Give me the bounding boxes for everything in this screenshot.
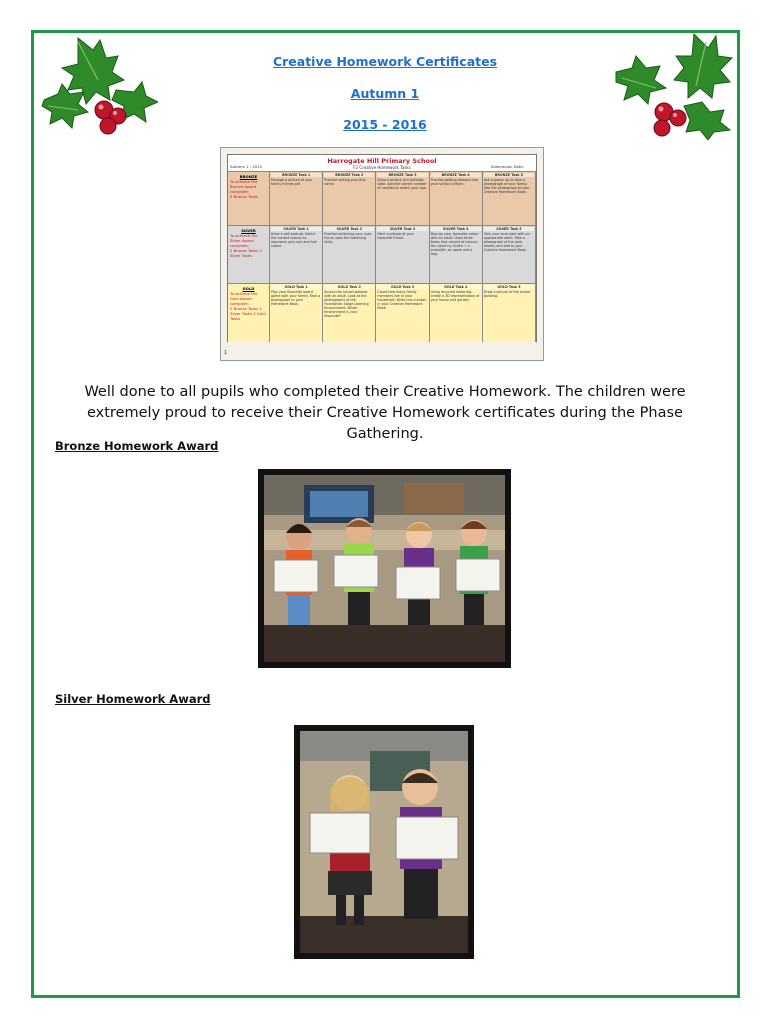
grid-cell: BRONZE Task 2 Practise writing your first name. [323, 172, 376, 226]
grid-cell: BRONZE Task 5 Ask a grown up to take a photograph of your family. Add the photograph to your Creative Homework Book. [483, 172, 536, 226]
grid-subtitle: F2 Creative Homework Tasks [353, 165, 411, 170]
grid-cell: BRONZE Task 3 Draw a picture of a birthday cake. Add the correct number of candles to match your age. [376, 172, 429, 226]
grid-term-label: Autumn 1 : 2015 [230, 164, 262, 169]
bronze-band [228, 171, 536, 226]
bronze-award-photo [258, 469, 511, 668]
silver-label: SILVER To achieve the Silver Award complete: 2 Bronze Tasks 2 Silver Tasks [228, 226, 270, 284]
gold-band [228, 283, 536, 342]
silver-award-heading: Silver Homework Award [55, 692, 211, 706]
grid-cell: GOLD Task 2 Access the school website with an adult. Look at the photographs of the Foundation Stage Learning Environment. Which environment is your favourite? [323, 284, 376, 342]
congratulations-paragraph: Well done to all pupils who completed their Creative Homework. The children were extremely proud to receive their Creative Homework certificates during the Phase Gathering. [84, 384, 686, 442]
silver-classroom-photo-icon [300, 731, 468, 953]
bronze-award-heading: Bronze Homework Award [55, 439, 219, 453]
gold-label: GOLD To achieve the Gold Award complete: 2 Bronze Tasks 2 Silver Tasks 2 Gold Tasks [228, 284, 270, 342]
grid-page-number: 1 [224, 350, 228, 356]
grid-cell: GOLD Task 4 Using recycled materials, create a 3D representation of your house and garden. [430, 284, 483, 342]
grid-cell: BRONZE Task 1 Manage a picture of your family friends pet [270, 172, 323, 226]
grid-cell: SILVER Task 5 Visit your local park with an appropriate adult. Take a photograph of the park nearby and add to your Creative Homework Book. [483, 226, 536, 284]
homework-task-grid [220, 147, 544, 361]
grid-cell: GOLD Task 5 Draw a picture of the school building. [483, 284, 536, 342]
term-heading: Autumn 1 [350, 86, 420, 101]
grid-cell: SILVER Task 2 Practise buttoning your coat. Focus upon the fastening skills. [323, 226, 376, 284]
bronze-classroom-photo-icon [264, 475, 505, 662]
grid-cell: SILVER Task 4 Discuss your favourite colour with an adult. Draw three items that consist of colours. You could try Green + a crocodile, an apple and a frog. [430, 226, 483, 284]
grid-cell: GOLD Task 1 Play your favourite board game with your family. Take a photograph to your Homework Book. [270, 284, 323, 342]
grid-submission-label: Submission Date: [490, 164, 524, 169]
page-title: Creative Homework Certificates [272, 54, 498, 69]
grid-cell: SILVER Task 3 Paint a picture of your favourite friend. [376, 226, 429, 284]
grid-school-name: Harrogate Hill Primary School [327, 157, 437, 165]
grid-cell: SILVER Task 1 Draw a self portrait. Select the correct colours to represent your eye and hair colour. [270, 226, 323, 284]
silver-band [228, 225, 536, 284]
bronze-label: BRONZE To achieve the Bronze Award complete: 3 Bronze Tasks [228, 172, 270, 226]
grid-cell: BRONZE Task 4 Practise getting dressed into your school uniform. [430, 172, 483, 226]
silver-award-photo [294, 725, 474, 959]
year-heading: 2015 - 2016 [343, 117, 427, 132]
grid-cell: GOLD Task 3 Count how many family members live in your household. Write this number in your Creative Homework Book. [376, 284, 429, 342]
